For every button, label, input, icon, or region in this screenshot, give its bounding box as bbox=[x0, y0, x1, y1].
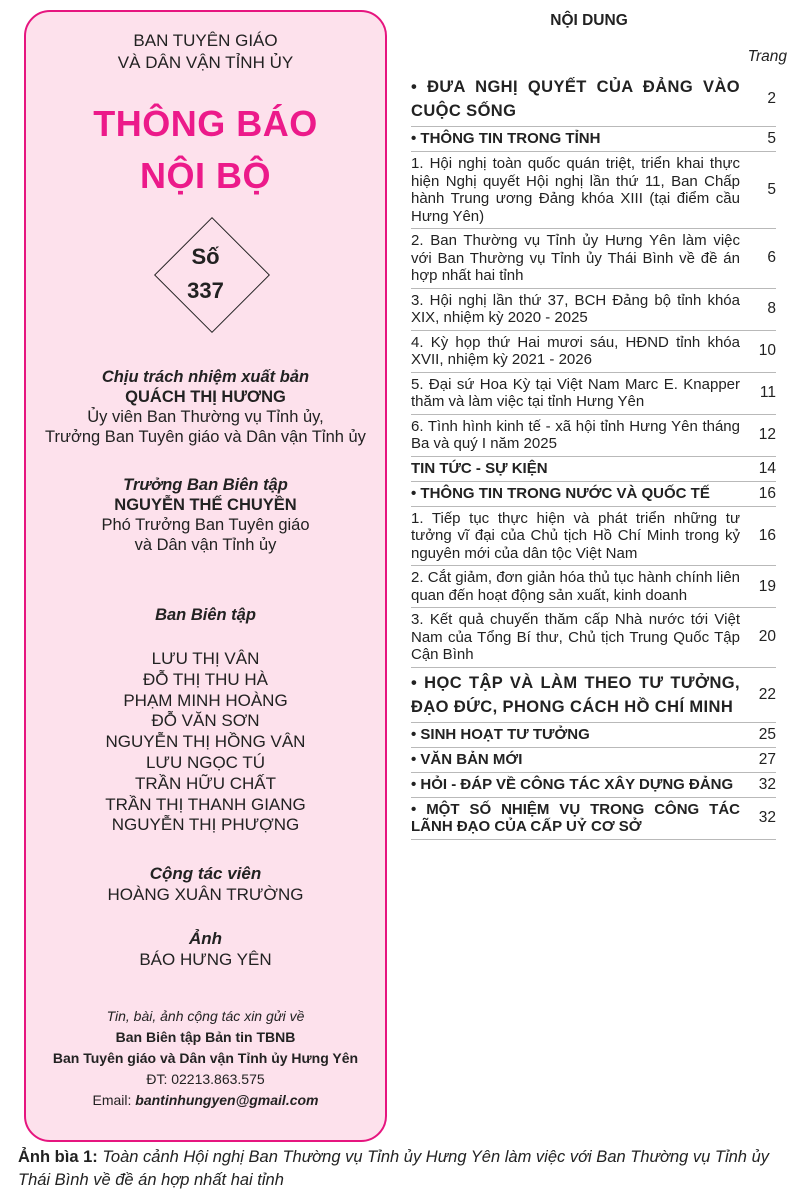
toc-entry-page: 16 bbox=[758, 526, 776, 544]
toc-entry-page: 10 bbox=[758, 342, 776, 359]
toc-entry-title: • ĐƯA NGHỊ QUYẾT CỦA ĐẢNG VÀO CUỘC SỐNG bbox=[411, 78, 740, 120]
toc-entry[interactable] bbox=[411, 72, 776, 127]
toc-entry-page: 11 bbox=[759, 384, 776, 401]
organization-name: BAN TUYÊN GIÁO VÀ DÂN VẬN TỈNH ỦY bbox=[117, 31, 294, 72]
toc-entry[interactable] bbox=[411, 127, 776, 152]
toc-entry-page: 32 bbox=[758, 809, 776, 826]
editorial-board-members bbox=[26, 649, 385, 836]
board-member: TRẦN HỮU CHẤT bbox=[134, 773, 277, 793]
board-member: ĐỖ THỊ THU HÀ bbox=[143, 669, 268, 689]
toc-entry-page: 16 bbox=[758, 484, 776, 502]
toc-entry-page: 8 bbox=[767, 300, 776, 317]
masthead-panel bbox=[24, 10, 387, 1142]
toc-entry-title: 1. Tiếp tục thực hiện và phát triển những tư tưởng vĩ đại của Chủ tịch Hồ Chí Minh trong kỷ nguyên mới của dân tộc Việt Nam bbox=[411, 509, 740, 562]
toc-entry-page: 14 bbox=[758, 459, 776, 477]
toc-entry-title: • VĂN BẢN MỚI bbox=[411, 750, 523, 768]
toc-entry[interactable] bbox=[411, 608, 776, 668]
toc-entry[interactable] bbox=[411, 152, 776, 229]
toc-entry-page: 19 bbox=[758, 577, 776, 595]
toc-entry-page: 5 bbox=[767, 181, 776, 198]
toc-entry-title: 6. Tình hình kinh tế - xã hội tỉnh Hưng Yên tháng Ba và quý I năm 2025 bbox=[411, 417, 740, 452]
email-link[interactable]: bantinhungyen@gmail.com bbox=[135, 1092, 319, 1108]
toc-entry-title: 4. Kỳ họp thứ Hai mươi sáu, HĐND tỉnh khóa XVII, nhiệm kỳ 2021 - 2026 bbox=[411, 333, 740, 368]
toc-entry[interactable] bbox=[411, 748, 776, 773]
board-member: PHẠM MINH HOÀNG bbox=[123, 690, 288, 710]
collaborator-block: Cộng tác viên HOÀNG XUÂN TRƯỜNG bbox=[107, 864, 304, 904]
toc-entry[interactable] bbox=[411, 482, 776, 507]
toc-entry[interactable] bbox=[411, 229, 776, 289]
toc-entry-title: 2. Cắt giảm, đơn giản hóa thủ tục hành chính liên quan đến hoạt động sản xuất, kinh doanh bbox=[411, 569, 740, 604]
publisher-block: Chịu trách nhiệm xuất bản QUÁCH THỊ HƯƠNG Ủy viên Ban Thường vụ Tỉnh ủy, Trưởng Ban Tuyên giáo và Dân vận Tỉnh ủy bbox=[45, 368, 366, 446]
toc-entry-page: 5 bbox=[767, 130, 776, 147]
toc-entry-page: 22 bbox=[758, 685, 776, 703]
toc-entry-title: 1. Hội nghị toàn quốc quán triệt, triển khai thực hiện Nghị quyết Hội nghị lần thứ 11, Ban Chấp hành Trung ương Đảng khóa XIII (tại điểm cầu Hưng Yên) bbox=[411, 155, 740, 225]
editor-in-chief-block: Trưởng Ban Biên tập NGUYỄN THẾ CHUYỀN Phó Trưởng Ban Tuyên giáo và Dân vận Tỉnh ủy bbox=[101, 476, 310, 554]
board-member: LƯU THỊ VÂN bbox=[151, 649, 260, 668]
board-member: LƯU NGỌC TÚ bbox=[145, 752, 266, 772]
page-column-label: Trang bbox=[747, 48, 787, 65]
toc-entry-page: 32 bbox=[758, 775, 776, 793]
toc-entry-title: • HỌC TẬP VÀ LÀM THEO TƯ TƯỞNG, ĐẠO ĐỨC, PHONG CÁCH HỒ CHÍ MINH bbox=[411, 673, 740, 716]
toc-entry-page: 27 bbox=[758, 750, 776, 768]
toc-entry-title: • SINH HOẠT TƯ TƯỞNG bbox=[411, 725, 590, 743]
photo-credit-block: Ảnh BÁO HƯNG YÊN bbox=[139, 929, 272, 969]
board-member: NGUYỄN THỊ HỒNG VÂN bbox=[105, 732, 306, 752]
toc-entry-page: 6 bbox=[767, 249, 776, 267]
toc-entry[interactable] bbox=[411, 457, 776, 482]
toc-entry-page: 2 bbox=[767, 90, 776, 107]
toc-entry[interactable] bbox=[411, 331, 776, 373]
editorial-board-heading: Ban Biên tập bbox=[155, 606, 256, 624]
email-line: Email: bantinhungyen@gmail.com bbox=[92, 1092, 319, 1108]
toc-entry-page: 20 bbox=[758, 628, 776, 646]
toc-entry[interactable] bbox=[411, 289, 776, 331]
toc-entry-title: 5. Đại sứ Hoa Kỳ tại Việt Nam Marc E. Knapper thăm và làm việc tại tỉnh Hưng Yên bbox=[411, 375, 740, 410]
toc-entry[interactable] bbox=[411, 373, 776, 415]
board-member: TRẦN THỊ THANH GIANG bbox=[105, 794, 306, 814]
toc-entry-title: • THÔNG TIN TRONG NƯỚC VÀ QUỐC TẾ bbox=[411, 484, 710, 502]
publication-title: THÔNG BÁO NỘI BỘ bbox=[93, 103, 318, 196]
toc-entry[interactable] bbox=[411, 507, 776, 567]
cover-photo-caption: Ảnh bìa 1: Toàn cảnh Hội nghị Ban Thường vụ Tỉnh ủy Hưng Yên làm việc với Ban Thường vụ Tỉnh ủy Thái Bình về đề án hợp nhất hai tỉnh bbox=[18, 1148, 769, 1189]
board-member: NGUYỄN THỊ PHƯỢNG bbox=[111, 815, 300, 835]
toc-entry[interactable] bbox=[411, 723, 776, 748]
table-of-contents bbox=[411, 72, 776, 840]
toc-entry-page: 25 bbox=[758, 725, 776, 743]
toc-entry[interactable] bbox=[411, 415, 776, 457]
toc-entry-title: • THÔNG TIN TRONG TỈNH bbox=[411, 130, 601, 148]
contact-block: Tin, bài, ảnh cộng tác xin gửi về Ban Biên tập Bản tin TBNB Ban Tuyên giáo và Dân vận Tỉnh ủy Hưng Yên ĐT: 02213.863.575 Email: bantinhungyen@gmail.com bbox=[26, 1006, 385, 1111]
toc-entry-title: 2. Ban Thường vụ Tỉnh ủy Hưng Yên làm việc với Ban Thường vụ Tỉnh ủy Thái Bình về đề án hợp nhất hai tỉnh bbox=[411, 232, 740, 284]
toc-heading: NỘI DUNG bbox=[550, 12, 628, 29]
toc-entry[interactable] bbox=[411, 773, 776, 798]
board-member: ĐỖ VĂN SƠN bbox=[151, 711, 260, 731]
toc-entry-title: TIN TỨC - SỰ KIỆN bbox=[411, 459, 548, 477]
toc-entry-page: 12 bbox=[758, 426, 776, 443]
toc-entry-title: 3. Kết quả chuyến thăm cấp Nhà nước tới Việt Nam của Tổng Bí thư, Chủ tịch Trung Quốc Tập Cận Bình bbox=[411, 611, 740, 663]
toc-entry[interactable] bbox=[411, 798, 776, 840]
toc-entry-title: • HỎI - ĐÁP VỀ CÔNG TÁC XÂY DỰNG ĐẢNG bbox=[411, 775, 734, 793]
toc-entry-title: 3. Hội nghị lần thứ 37, BCH Đảng bộ tỉnh khóa XIX, nhiệm kỳ 2020 - 2025 bbox=[411, 291, 740, 326]
issue-number: Số 337 bbox=[187, 244, 224, 303]
toc-entry[interactable] bbox=[411, 668, 776, 723]
toc-entry-title: • MỘT SỐ NHIỆM VỤ TRONG CÔNG TÁC LÃNH ĐẠO CỦA CẤP UỶ CƠ SỞ bbox=[411, 800, 740, 835]
toc-entry[interactable] bbox=[411, 566, 776, 608]
